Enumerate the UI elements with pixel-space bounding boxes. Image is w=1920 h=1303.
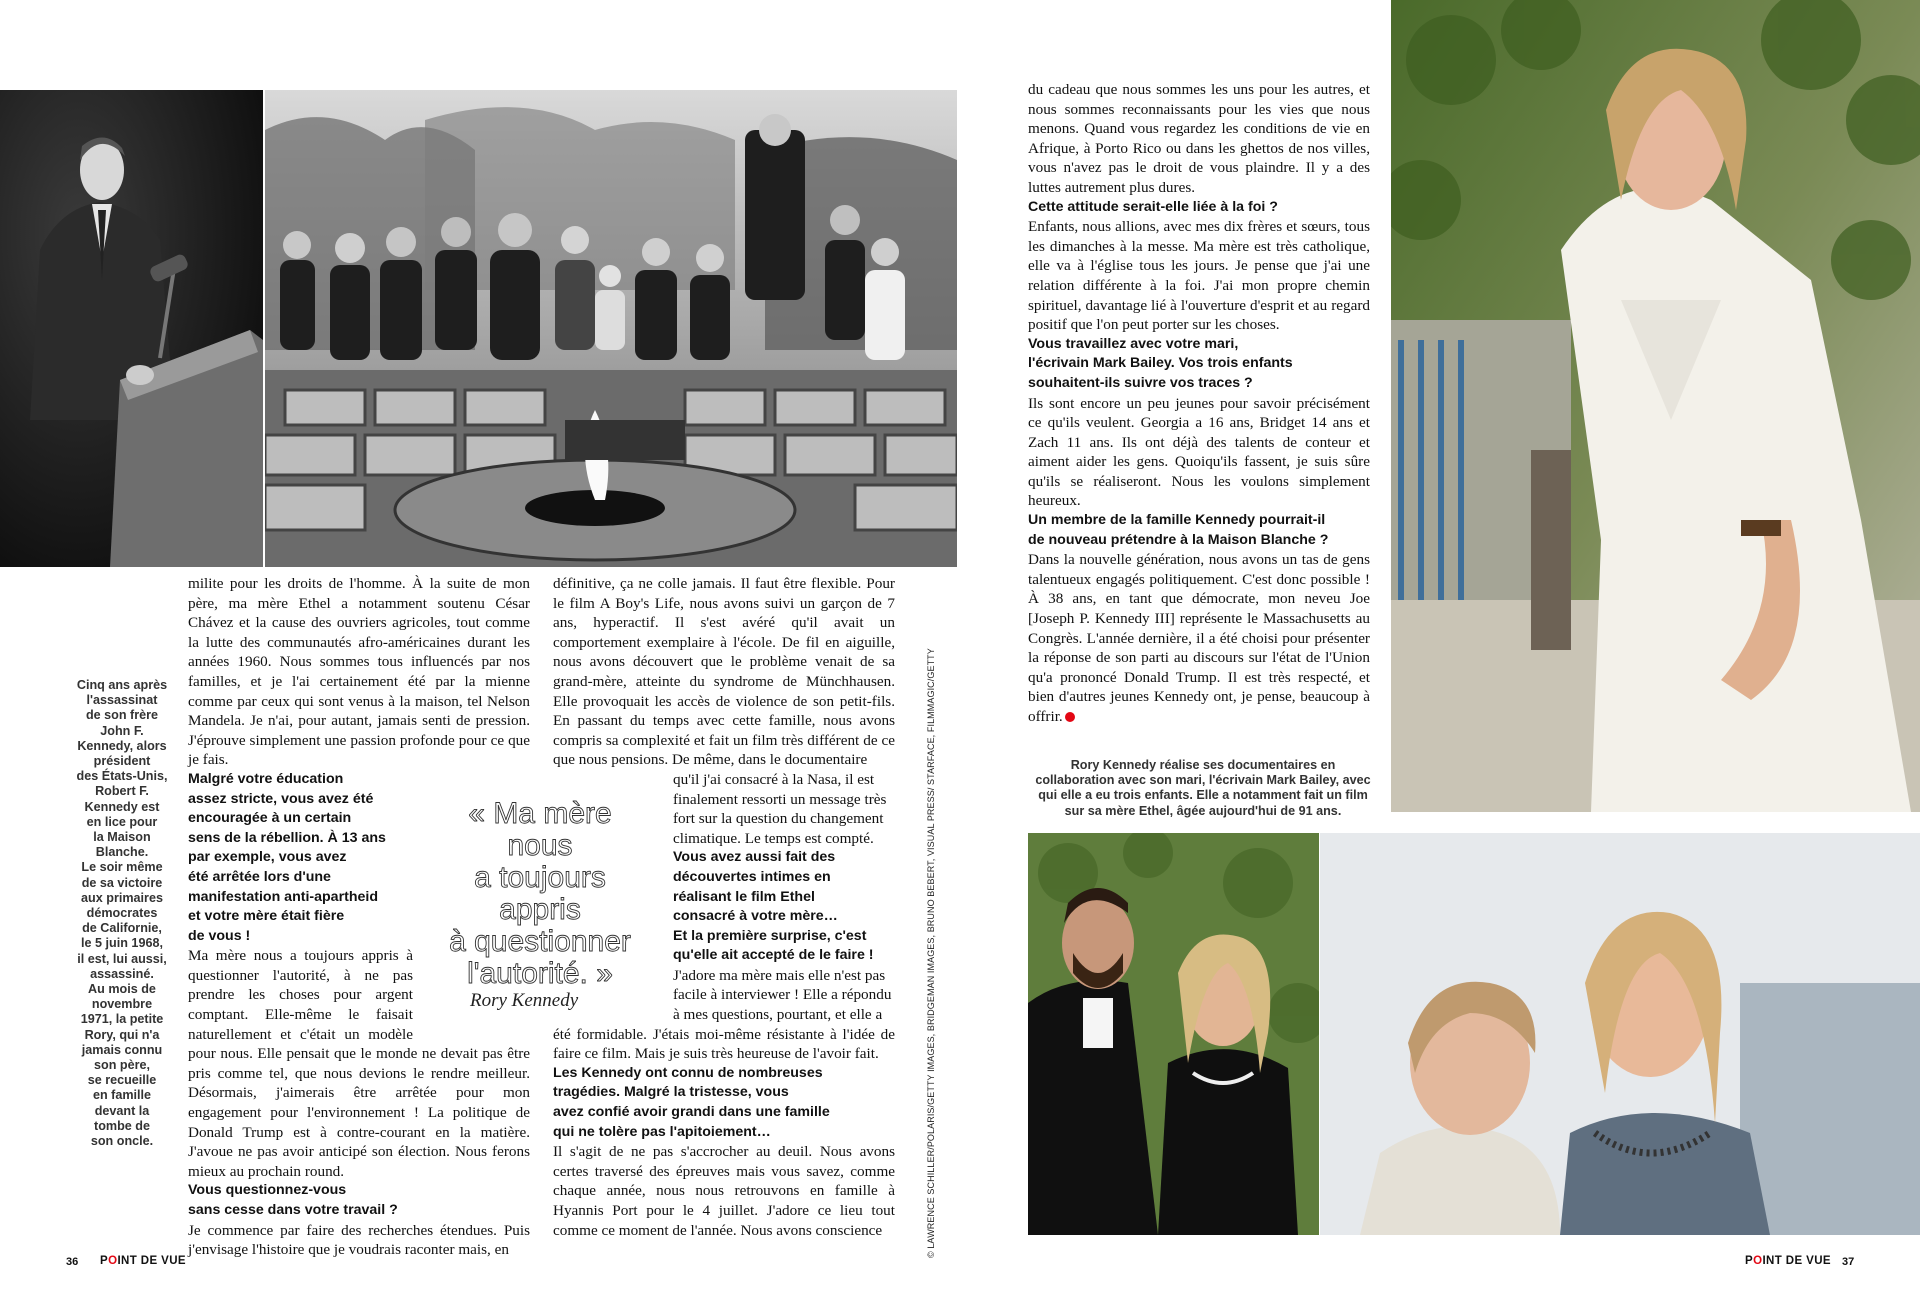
left-caption-line: jamais connu (81, 1042, 163, 1057)
page-number-right: 37 (1842, 1256, 1855, 1268)
col3-question-1-line: Cette attitude serait-elle liée à la foi ? (1028, 198, 1278, 215)
left-caption-line: président (93, 754, 151, 769)
col1-question-1-line: été arrêtée lors d'une (188, 868, 331, 885)
pull-quote-line: appris (499, 893, 581, 926)
right-caption-line: sur sa mère Ethel, âgée aujourd'hui de 91 ans. (1064, 803, 1342, 818)
col1-question-2-line: sans cesse dans votre travail ? (188, 1202, 398, 1218)
col3-paragraph-4 (1028, 550, 1370, 726)
col1-question-1-line: de vous ! (188, 927, 251, 944)
col2-question-1 (673, 848, 895, 966)
col1-paragraph-2a-line: Ma mère nous a toujours appris à (188, 947, 413, 965)
col2-question-1-line: qu'elle ait accepté de le faire ! (673, 947, 874, 964)
col2-paragraph-2a-line: facile à interviewer ! Elle a répondu (673, 986, 892, 1004)
right-caption-line: qui elle a eu trois enfants. Elle a notamment fait un film (1038, 788, 1368, 803)
couple-photo (1028, 833, 1319, 1235)
left-caption-line: John F. (100, 723, 144, 738)
col1-paragraph-2a-line: prendre les choses pour argent (188, 986, 413, 1004)
left-caption-line: 1971, la petite (80, 1012, 164, 1027)
article-column-3 (1028, 80, 1370, 727)
right-photo-caption (1030, 758, 1376, 819)
col2-paragraph-1: définitive, ça ne colle jamais. Il faut être flexible. Pour le film A Boy's Life, nous avons suivi un garçon de 7 ans, hyperactif. Il s'est avéré qu'il avait un comportement exemplaire à l'école. De fil en aiguille, nous avons découvert que le problème venait de sa grand-mère, atteinte du syndrome de Münchhausen. Elle provoquait les accès de violence de son petit-fils. En passant du temps avec cette famille, nous avons compris sa complexité et fait un film très différent de ce que nous pensions. De même, dans le documentaire (553, 575, 895, 769)
left-caption-line: aux primaires (81, 890, 163, 905)
pull-quote-line: a toujours (474, 861, 606, 894)
left-caption-line: de sa victoire (81, 875, 163, 890)
left-caption-line: Blanche. (95, 845, 149, 860)
rfk-podium-photo (0, 90, 263, 567)
col1-question-1-line: et votre mère était fière (188, 908, 345, 925)
left-caption-line: Rory, qui n'a (84, 1027, 160, 1042)
col1-paragraph-2a-line: naturellement et c'était un modèle (188, 1025, 413, 1043)
col2-paragraph-2a-line: J'adore ma mère mais elle n'est pas (673, 966, 886, 984)
col1-question-2 (188, 1181, 530, 1220)
col1-question-1-line: manifestation anti-apartheid (188, 888, 378, 905)
left-caption-line: en lice pour (86, 814, 158, 829)
col2-question-2-line: tragédies. Malgré la tristesse, vous (553, 1084, 789, 1101)
col2-question-1-line: Et la première surprise, c'est (673, 927, 867, 944)
col3-question-3 (1028, 511, 1370, 550)
col2-paragraph-1b-line: fort sur la question du changement (673, 810, 884, 828)
page-number-left: 36 (66, 1256, 79, 1268)
col1-question-1 (188, 770, 388, 946)
col2-question-2-line: qui ne tolère pas l'apitoiement… (553, 1123, 771, 1140)
pull-quote-line: « Ma mère (468, 797, 612, 830)
left-caption-line: son oncle. (90, 1134, 154, 1149)
left-caption-line: démocrates (86, 906, 158, 921)
left-caption-line: novembre (91, 997, 153, 1012)
col3-paragraph-2: Enfants, nous allions, avec mes dix frères et sœurs, tous les dimanches à la messe. Ma mère est très catholique, elle va à l'église tous les jours. Je pense que j'ai une relation différente à la foi. J'ai mon propre chemin spirituel, davantage lié à l'ouverture d'esprit et au regard positif que l'on peut porter sur les choses. (1028, 218, 1370, 334)
right-caption-line: Rory Kennedy réalise ses documentaires en (1070, 758, 1336, 772)
rory-portrait-photo (1391, 0, 1920, 812)
left-photo-caption (62, 678, 182, 1149)
col2-question-1-line: Vous avez aussi fait des (673, 849, 836, 866)
col1-question-1-line: sens de la rébellion. À 13 ans (188, 829, 386, 846)
col1-question-2-line: Vous questionnez-vous (188, 1182, 347, 1199)
col1-paragraph-2a (188, 946, 413, 1044)
photo-credit: © LAWRENCE SCHILLER/POLARIS/GETTY IMAGES, BRIDGEMAN IMAGES, BRUNO BEBERT, VISUAL PRESS/ STARFACE, FILMMAGIC/GETTY (926, 648, 936, 1258)
left-caption-line: la Maison (93, 830, 151, 845)
end-mark-icon (1065, 712, 1075, 722)
left-caption-line: de Californie, (82, 921, 162, 936)
pull-quote-line: à questionner (449, 925, 631, 958)
left-caption-line: Kennedy, alors (77, 738, 167, 753)
left-caption-line: se recueille (87, 1073, 157, 1088)
pull-quote-line: l'autorité. » (467, 957, 613, 990)
left-caption-line: assassiné. (90, 966, 154, 981)
col3-paragraph-4-text: Dans la nouvelle génération, nous avons un tas de gens talentueux engagés politiquement. C'est donc possible ! À 38 ans, en tant que démocrate, mon neveu Joe [Joseph P. Kennedy III] représente le Massachusetts au Congrès. L'année dernière, il a été choisi pour présenter la réponse de son parti au discours sur l'état de l'Union qu'a prononcé Donald Trump. Il est très respecté, et bien d'autres jeunes Kennedy ont, je pense, beaucoup à offrir. (1028, 551, 1370, 725)
pull-quote-line: nous (507, 829, 573, 862)
col3-question-2-line: l'écrivain Mark Bailey. Vos trois enfants (1028, 355, 1293, 372)
col3-question-3-line: de nouveau prétendre à la Maison Blanche ? (1028, 531, 1329, 548)
col3-question-1 (1028, 198, 1370, 218)
col3-question-2-line: souhaitent-ils suivre vos traces ? (1028, 374, 1253, 391)
col2-paragraph-1b-line: climatique. Le temps est compté. (673, 829, 874, 847)
magazine-logo-right (1745, 1255, 1831, 1267)
col1-paragraph-2a-line: questionner l'autorité, à ne pas (188, 966, 413, 984)
col2-paragraph-1b-line: finalement ressorti un message très (673, 790, 887, 808)
col2-question-1-line: réalisant le film Ethel (673, 888, 815, 905)
magazine-name-right: POINT DE VUE (1745, 1255, 1831, 1267)
col2-paragraph-1b-line: qu'il j'ai consacré à la Nasa, il est (673, 770, 875, 788)
col2-question-2-line: avez confié avoir grandi dans une famille (553, 1104, 830, 1121)
col1-paragraph-3: Je commence par faire des recherches étendues. Puis j'envisage l'histoire que je voudrais raconter mais, en (188, 1221, 530, 1259)
col1-paragraph-2a-line: comptant. Elle-même le faisait (188, 1006, 413, 1024)
pull-quote (430, 798, 650, 990)
pull-quote-author: Rory Kennedy (470, 990, 579, 1011)
col1-paragraph-1: milite pour les droits de l'homme. À la suite de mon père, ma mère Ethel a notamment soutenu César Chávez et la cause des ouvriers agricoles, tout comme la lutte des communautés afro-américaines durant les années 1960. Nous sommes tous influencés par nos familles, et je l'ai certainement été par la mienne comme par ceux qui sont venus à la maison, tel Nelson Mandela. Je n'ai, pour autant, jamais senti de pression. J'éprouve simplement une passion profonde pour ce que je fais. (188, 575, 530, 769)
col3-question-3-line: Un membre de la famille Kennedy pourrait-il (1028, 512, 1326, 529)
col1-question-1-line: assez stricte, vous avez été (188, 790, 374, 807)
col1-question-1-line: par exemple, vous avez (188, 849, 347, 866)
col3-paragraph-3: Ils sont encore un peu jeunes pour savoir précisément ce qu'ils veulent. Georgia a 16 ans, Bridget 14 ans et Zach 11 ans. Ils ont déjà des talents de conteur et aiment aider les gens. Quoiqu'ils fassent, je suis sûre qu'ils se réaliseront. Nous les voulons simplement heureux. (1028, 394, 1370, 510)
col2-question-2-line: Les Kennedy ont connu de nombreuses (553, 1064, 823, 1081)
magazine-logo-left (100, 1255, 186, 1267)
col2-question-1-line: consacré à votre mère… (673, 908, 838, 925)
left-caption-line: devant la (94, 1103, 150, 1118)
left-caption-line: le 5 juin 1968, (81, 936, 163, 951)
right-caption-line: collaboration avec son mari, l'écrivain Mark Bailey, avec (1035, 773, 1371, 788)
left-caption-line: de son frère (85, 708, 159, 723)
gravesite-family-photo (265, 90, 957, 567)
col2-paragraph-3: Il s'agit de ne pas s'accrocher au deuil. Nous avons certes traversé des épreuves mais vous savez, comme chaque année, nous nous retrouvons en famille à Hyannis Port pour le 4 juillet. J'adore ce lieu tout comme ce moment de l'année. Nous avons conscience (553, 1143, 895, 1239)
magazine-name-left: POINT DE VUE (100, 1255, 186, 1267)
col2-paragraph-2a (673, 966, 895, 1025)
left-caption-line: Le soir même (81, 860, 163, 875)
left-caption-line: tombe de (94, 1118, 150, 1133)
left-caption-line: Kennedy est (84, 799, 160, 814)
col1-paragraph-2b: pour nous. Elle pensait que le monde ne devait pas être pris comme tel, que nous devions le rendre meilleur. Désormais, j'aimerais être arrêtée pour mon engagement pour l'environnement ! La politique de Donald Trump est à contre-courant en la matière. J'avoue ne pas avoir anticipé son élection. Nous ferons mieux au prochain round. (188, 1045, 530, 1180)
col3-paragraph-1: du cadeau que nous sommes les uns pour les autres, et nous sommes reconnaissants pour les vies que nous menons. Quand vous regardez les conditions de vie en Afrique, à Porto Rico ou dans les ghettos de nos villes, vous n'avez pas le droit de vous plaindre. Il y a des luttes autrement plus dures. (1028, 81, 1370, 196)
mother-daughter-photo (1320, 833, 1920, 1235)
left-caption-line: Cinq ans après (76, 678, 168, 692)
left-caption-line: il est, lui aussi, (77, 951, 167, 966)
col2-question-1-line: découvertes intimes en (673, 868, 831, 885)
left-caption-line: Au mois de (88, 982, 156, 997)
left-caption-line: des États-Unis, (76, 769, 168, 784)
left-caption-line: en famille (92, 1088, 152, 1103)
col2-paragraph-2a-line: à mes questions, pourtant, et elle a (673, 1006, 883, 1024)
col2-paragraph-2b: été formidable. J'étais moi-même résistante à l'idée de faire ce film. Mais je suis très heureuse de l'avoir fait. (553, 1025, 895, 1063)
col2-paragraph-1b (673, 770, 895, 848)
col1-question-1-line: Malgré votre éducation (188, 770, 344, 787)
left-caption-line: son père, (94, 1058, 150, 1073)
col3-question-2 (1028, 335, 1370, 394)
left-caption-line: Robert F. (95, 784, 149, 799)
col1-question-1-line: encouragée à un certain (188, 810, 352, 827)
col2-question-2 (553, 1064, 895, 1142)
left-caption-line: l'assassinat (86, 693, 158, 708)
col3-question-2-line: Vous travaillez avec votre mari, (1028, 335, 1239, 352)
